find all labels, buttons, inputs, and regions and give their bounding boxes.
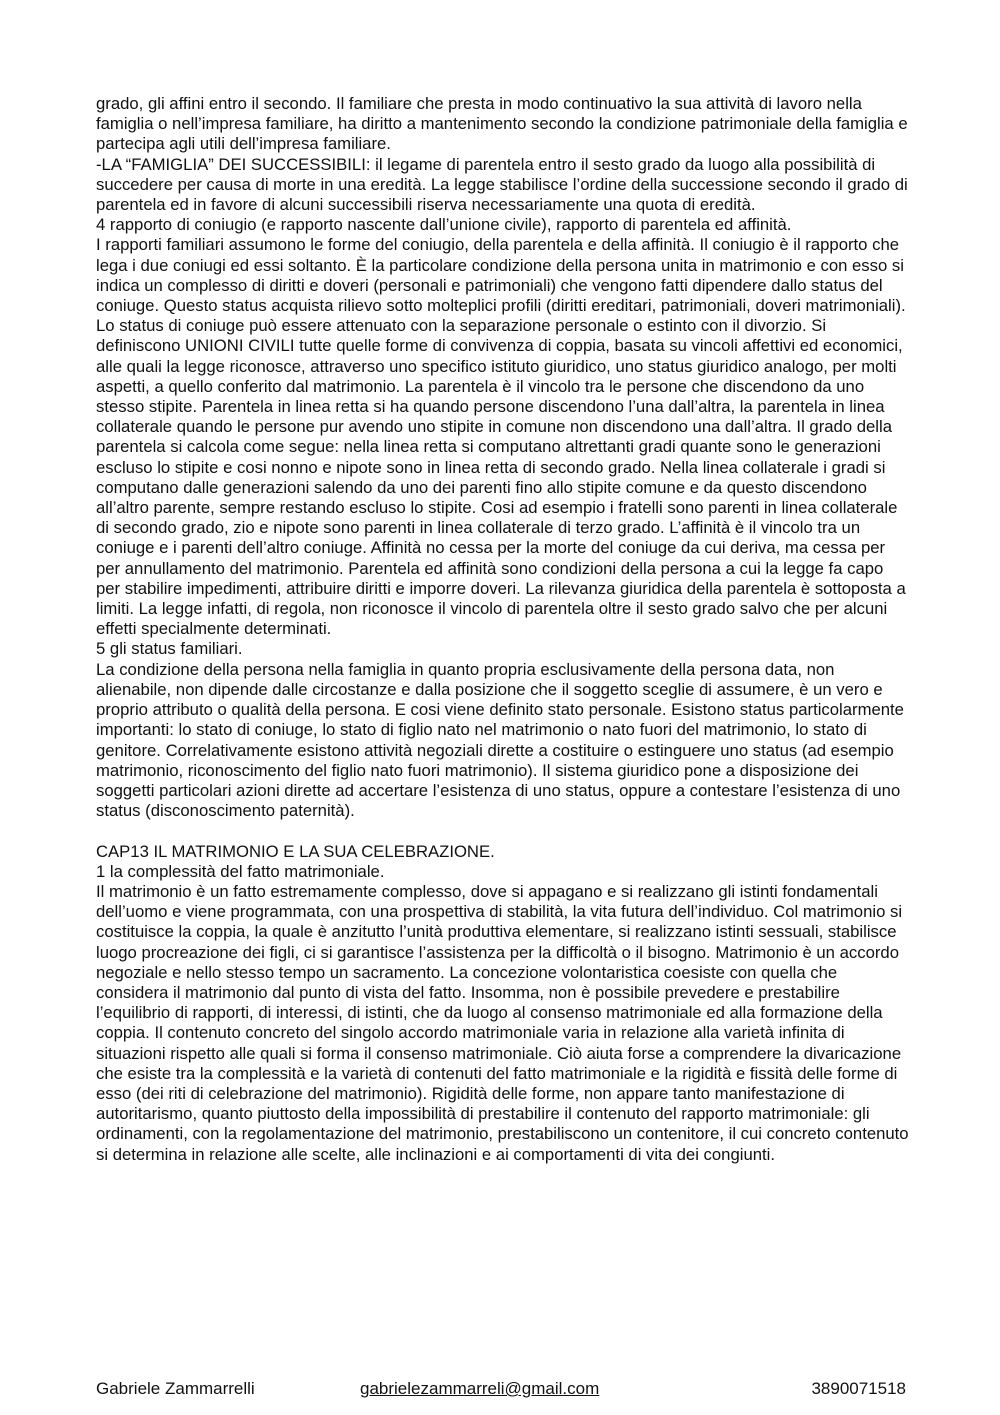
section-heading-rapporto-coniugio: 4 rapporto di coniugio (e rapporto nascente dall’unione civile), rapporto di parentela ed affinità. xyxy=(96,215,792,235)
paragraph-famiglia-successibili: -LA “FAMIGLIA” DEI SUCCESSIBILI: il legame di parentela entro il sesto grado da luogo alla possibilità di succedere per causa di morte in una eredità. La legge stabilisce l’ordine della successione secondo il grado di parentela ed in favore di alcuni successibili riserva necessariamente una quota di eredità. xyxy=(96,154,908,215)
section-heading-status-familiari: 5 gli status familiari. xyxy=(96,639,243,659)
paragraph-condizione-persona: La condizione della persona nella famiglia in quanto propria esclusivamente della persona data, non alienabile, non dipende dalle circostanze e dalla posizione che il soggetto sceglie di assumere, è un vero e proprio attributo o qualità della persona. E cosi viene definito stato personale. Esistono status particolarmente importanti: lo stato di coniuge, lo stato di figlio nato nel matrimonio o nato fuori del matrimonio, lo stato di genitore. Correlativamente esistono attività negoziali dirette a costituire o estinguere uno status (ad esempio matrimonio, riconoscimento del figlio nato fuori matrimonio). Il sistema giuridico pone a disposizione dei soggetti particolari azioni dirette ad accertare l’esistenza di uno status, oppure a contestare l’esistenza di uno status (disconoscimento paternità). xyxy=(96,659,904,821)
paragraph-matrimonio: Il matrimonio è un fatto estremamente complesso, dove si appagano e si realizzano gli istinti fondamentali dell’uomo e viene programmata, con una prospettiva di stabilità, la vita futura dell’individuo. Col matrimonio si costituisce la coppia, la quale è anzitutto l’unità produttiva elementare, si realizzano istinti sessuali, stabilisce luogo procreazione dei figli, ci si garantisce l’assistenza per la difficoltà o il bisogno. Matrimonio è un accordo negoziale e nello stesso tempo un sacramento. La concezione volontaristica coesiste con quella che considera il matrimonio dal punto di vista del fatto. Insomma, non è possibile prevedere e prestabilire l’equilibrio di rapporti, di interessi, di istinti, che da luogo al consenso matrimoniale ed alla formazione della coppia. Il contenuto concreto del singolo accordo matrimoniale varia in relazione alla varietà infinita di situazioni rispetto alle quali si forma il consenso matrimoniale. Ciò aiuta forse a comprendere la divaricazione che esiste tra la complessità e la varietà di contenuti del fatto matrimoniale e la rigidità e fissità delle forme di esso (dei riti di celebrazione del matrimonio). Rigidità delle forme, non appare tanto manifestazione di autoritarismo, quanto piuttosto della impossibilità di prestabilire il contenuto del rapporto matrimoniale: gli ordinamenti, con la regolamentazione del matrimonio, prestabiliscono un contenitore, il cui concreto contenuto si determina in relazione alle scelte, alle inclinazioni e ai comportamenti di vita dei congiunti. xyxy=(96,881,909,1164)
author-name: Gabriele Zammarrelli xyxy=(96,1379,255,1398)
paragraph-famiglia-impresa: grado, gli affini entro il secondo. Il familiare che presta in modo continuativo la sua attività di lavoro nella famiglia o nell’impresa familiare, ha diritto a mantenimento secondo la condizione patrimoniale della famiglia e partecipa agli utili dell’impresa familiare. xyxy=(96,94,908,154)
document-body xyxy=(96,94,910,1165)
paragraph-rapporti-familiari: I rapporti familiari assumono le forme del coniugio, della parentela e della affinità. Il coniugio è il rapporto che lega i due coniugi ed essi soltanto. È la particolare condizione della persona unita in matrimonio e con esso si indica un complesso di diritti e doveri (personali e patrimoniali) che vengono fatti dipendere dallo status del coniuge. Questo status acquista rilievo sotto molteplici profili (diritti ereditari, patrimoniali, doveri matrimoniali). Lo status di coniuge può essere attenuato con la separazione personale o estinto con il divorzio. Si definiscono UNIONI CIVILI tutte quelle forme di convivenza di coppia, basata su vincoli affettivi ed economici, alle quali la legge riconosce, attraverso uno specifico istituto giuridico, uno status giuridico analogo, per molti aspetti, a quello conferito dal matrimonio. La parentela è il vincolo tra le persone che discendono da uno stesso stipite. Parentela in linea retta si ha quando persone discendono l’una dall’altra, la parentela in linea collaterale quando le persone pur avendo uno stipite in comune non discendono una dall’altra. Il grado della parentela si calcola come segue: nella linea retta si computano altrettanti gradi quante sono le generazioni escluso lo stipite e cosi nonno e nipote sono in linea retta di secondo grado. Nella linea collaterale i gradi si computano dalle generazioni salendo da uno dei parenti fino allo stipite comune e da questo discendono all’altro parente, sempre restando escluso lo stipite. Cosi ad esempio i fratelli sono parenti in linea collaterale di secondo grado, zio e nipote sono parenti in linea collaterale di terzo grado. L’affinità è il vincolo tra un coniuge e i parenti dell’altro coniuge. Affinità no cessa per la morte del coniuge da cui deriva, ma cessa per per annullamento del matrimonio. Parentela ed affinità sono condizioni della persona a cui la legge fa capo per stabilire impedimenti, attribuire diritti e imporre doveri. La rilevanza giuridica della parentela è sottoposta a limiti. La legge infatti, di regola, non riconosce il vincolo di parentela oltre il sesto grado salvo che per alcuni effetti specialmente determinati. xyxy=(96,235,906,639)
chapter-heading-matrimonio: CAP13 IL MATRIMONIO E LA SUA CELEBRAZIONE. xyxy=(96,841,495,861)
blank-line xyxy=(96,821,910,841)
author-phone: 3890071518 xyxy=(811,1379,906,1398)
page-footer xyxy=(96,1378,910,1402)
author-email-link[interactable]: gabrielezammarreli@gmail.com xyxy=(360,1379,600,1398)
section-heading-complessita: 1 la complessità del fatto matrimoniale. xyxy=(96,861,385,881)
